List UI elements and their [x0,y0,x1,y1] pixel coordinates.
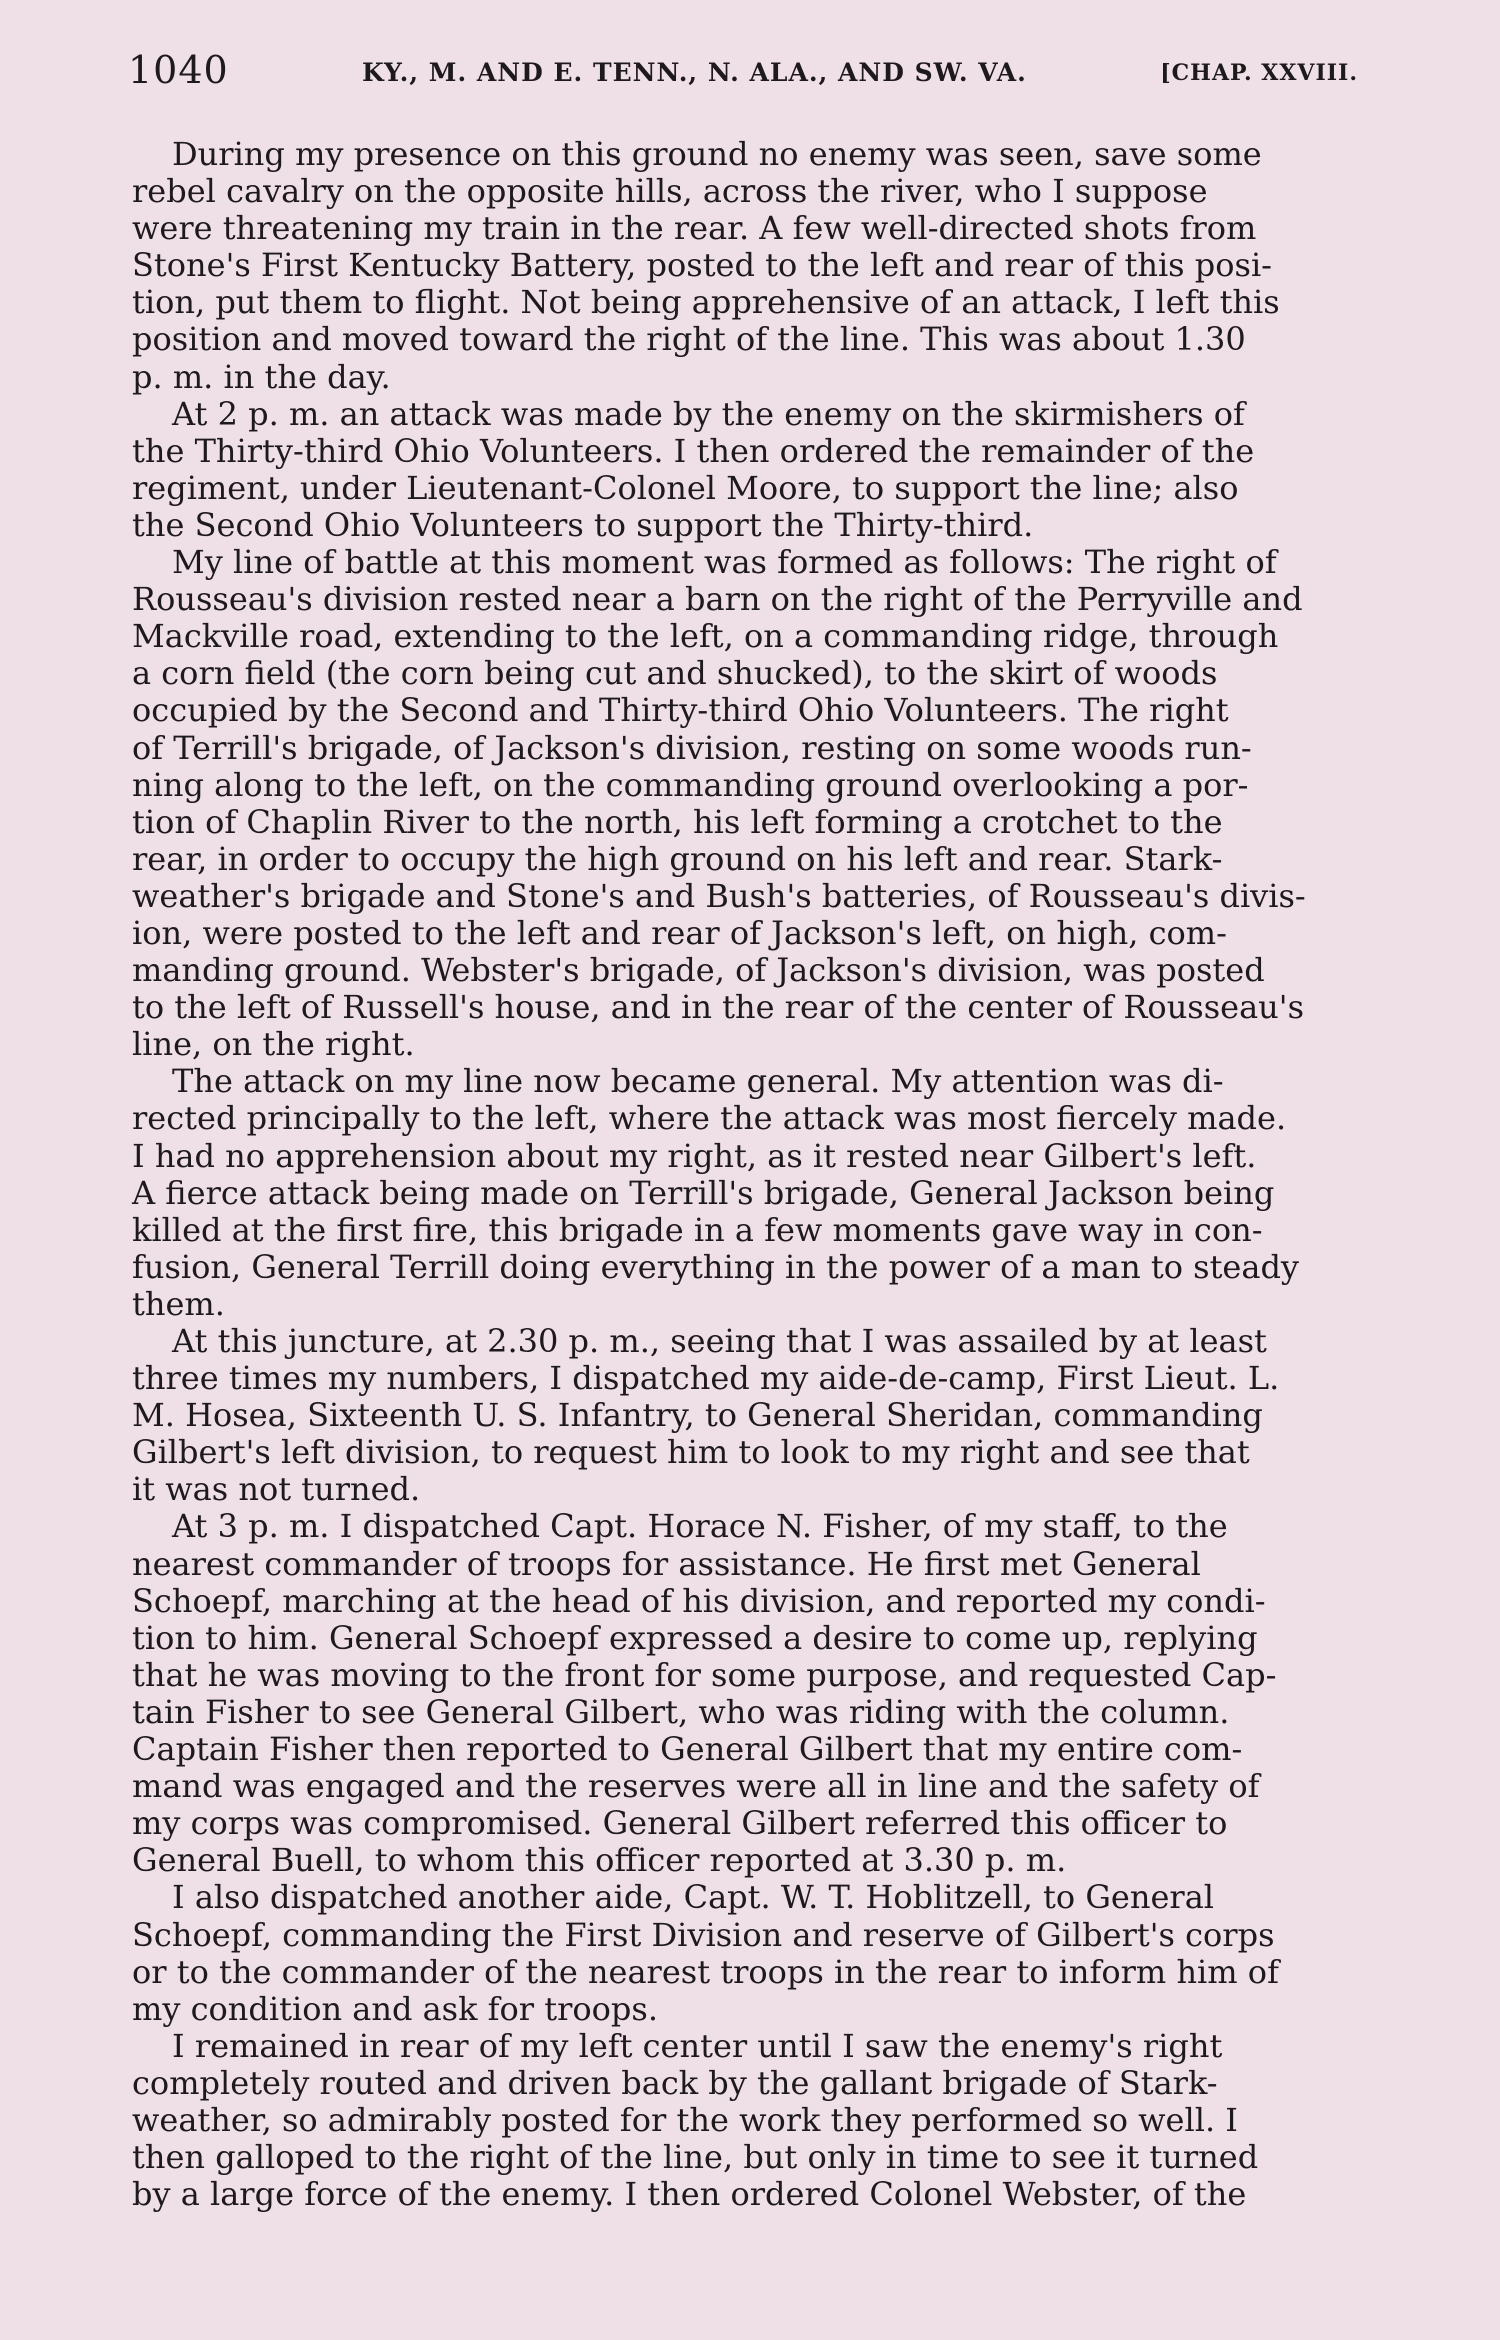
running-head [128,48,1358,98]
text-line: I remained in rear of my left center until I saw the enemy's right [172,2026,1223,2065]
paragraph [132,1879,1362,2027]
text-line: Stone's First Kentucky Battery, posted to the left and rear of this posi- [132,246,1272,285]
text-line: Schoepf, commanding the First Division and reserve of Gilbert's corps [132,1915,1275,1954]
text-line: Schoepf, marching at the head of his division, and reported my condi- [132,1581,1266,1620]
running-title: KY., M. AND E. TENN., N. ALA., AND SW. VA. [362,58,1027,87]
text-line: occupied by the Second and Thirty-third Ohio Volunteers. The right [132,691,1229,730]
page-number: 1040 [128,48,229,92]
text-line: At 2 p. m. an attack was made by the enemy on the skirmishers of [172,394,1245,433]
text-line: Mackville road, extending to the left, on a commanding ridge, through [132,617,1279,656]
text-line: line, on the right. [132,1025,415,1064]
text-line: General Buell, to whom this officer reported at 3.30 p. m. [132,1841,1067,1880]
text-line: I had no apprehension about my right, as it rested near Gilbert's left. [132,1136,1257,1175]
text-line: my condition and ask for troops. [132,1989,658,2028]
text-line: regiment, under Lieutenant-Colonel Moore, to support the line; also [132,468,1239,507]
text-line: rected principally to the left, where the attack was most fiercely made. [132,1099,1287,1138]
paragraph [132,1323,1362,1508]
text-line: killed at the first fire, this brigade in a few moments gave way in con- [132,1210,1263,1249]
text-line: p. m. in the day. [132,357,391,396]
text-line: mand was engaged and the reserves were all in line and the safety of [132,1767,1260,1806]
text-line: A fierce attack being made on Terrill's brigade, General Jackson being [132,1173,1275,1212]
text-line: or to the commander of the nearest troops in the rear to inform him of [132,1952,1279,1991]
text-line: fusion, General Terrill doing everything in the power of a man to steady [132,1247,1299,1286]
text-line: manding ground. Webster's brigade, of Jackson's division, was posted [132,951,1265,990]
paragraph [132,2028,1362,2213]
paragraph [132,1508,1362,1879]
text-line: position and moved toward the right of the line. This was about 1.30 [132,320,1246,359]
text-line: completely routed and driven back by the gallant brigade of Stark- [132,2063,1218,2102]
text-line: rear, in order to occupy the high ground on his left and rear. Stark- [132,839,1223,878]
text-line: weather, so admirably posted for the work they performed so well. I [132,2100,1238,2139]
text-line: ion, were posted to the left and rear of Jackson's left, on high, com- [132,913,1227,952]
paragraph [132,136,1362,396]
text-line: of Terrill's brigade, of Jackson's division, resting on some woods run- [132,728,1252,767]
text-line: Gilbert's left division, to request him to look to my right and see that [132,1433,1250,1472]
text-line: My line of battle at this moment was formed as follows: The right of [172,543,1277,582]
text-line: the Second Ohio Volunteers to support the Thirty-third. [132,505,1034,544]
text-line: that he was moving to the front for some purpose, and requested Cap- [132,1655,1277,1694]
text-line: the Thirty-third Ohio Volunteers. I then ordered the remainder of the [132,431,1255,470]
text-line: Captain Fisher then reported to General Gilbert that my entire com- [132,1730,1243,1769]
text-line: M. Hosea, Sixteenth U. S. Infantry, to General Sheridan, commanding [132,1396,1263,1435]
text-line: tion of Chaplin River to the north, his left forming a crotchet to the [132,802,1223,841]
text-line: During my presence on this ground no enemy was seen, save some [172,135,1262,173]
text-line: Rousseau's division rested near a barn on the right of the Perryville and [132,580,1303,619]
text-line: rebel cavalry on the opposite hills, across the river, who I suppose [132,172,1208,211]
text-line: tain Fisher to see General Gilbert, who was riding with the column. [132,1692,1230,1731]
text-line: were threatening my train in the rear. A few well-directed shots from [132,209,1257,248]
text-line: my corps was compromised. General Gilbert referred this officer to [132,1804,1228,1843]
text-line: nearest commander of troops for assistance. He first met General [132,1544,1201,1583]
paragraph [132,544,1362,1063]
text-line: them. [132,1284,225,1323]
text-line: a corn field (the corn being cut and shucked), to the skirt of woods [132,654,1218,693]
text-line: The attack on my line now became general. My attention was di- [172,1062,1224,1101]
text-line: by a large force of the enemy. I then ordered Colonel Webster, of the [132,2175,1247,2214]
text-line: weather's brigade and Stone's and Bush's batteries, of Rousseau's divis- [132,876,1306,915]
text-line: tion to him. General Schoepf expressed a desire to come up, replying [132,1618,1258,1657]
text-line: tion, put them to flight. Not being apprehensive of an attack, I left this [132,283,1280,322]
text-line: At this juncture, at 2.30 p. m., seeing that I was assailed by at least [172,1322,1267,1360]
text-line: it was not turned. [132,1470,421,1509]
paragraph [132,1063,1362,1323]
text-line: three times my numbers, I dispatched my aide-de-camp, First Lieut. L. [132,1359,1280,1398]
text-line: I also dispatched another aide, Capt. W. T. Hoblitzell, to General [172,1878,1214,1917]
paragraph [132,396,1362,544]
chapter-reference: [CHAP. XXVIII. [1160,60,1358,86]
text-line: to the left of Russell's house, and in the rear of the center of Rousseau's [132,988,1304,1027]
text-line: At 3 p. m. I dispatched Capt. Horace N. Fisher, of my staff, to the [172,1507,1228,1546]
text-line: then galloped to the right of the line, but only in time to see it turned [132,2138,1259,2177]
text-line: ning along to the left, on the commanding ground overlooking a por- [132,765,1249,804]
body-text [132,136,1362,2213]
